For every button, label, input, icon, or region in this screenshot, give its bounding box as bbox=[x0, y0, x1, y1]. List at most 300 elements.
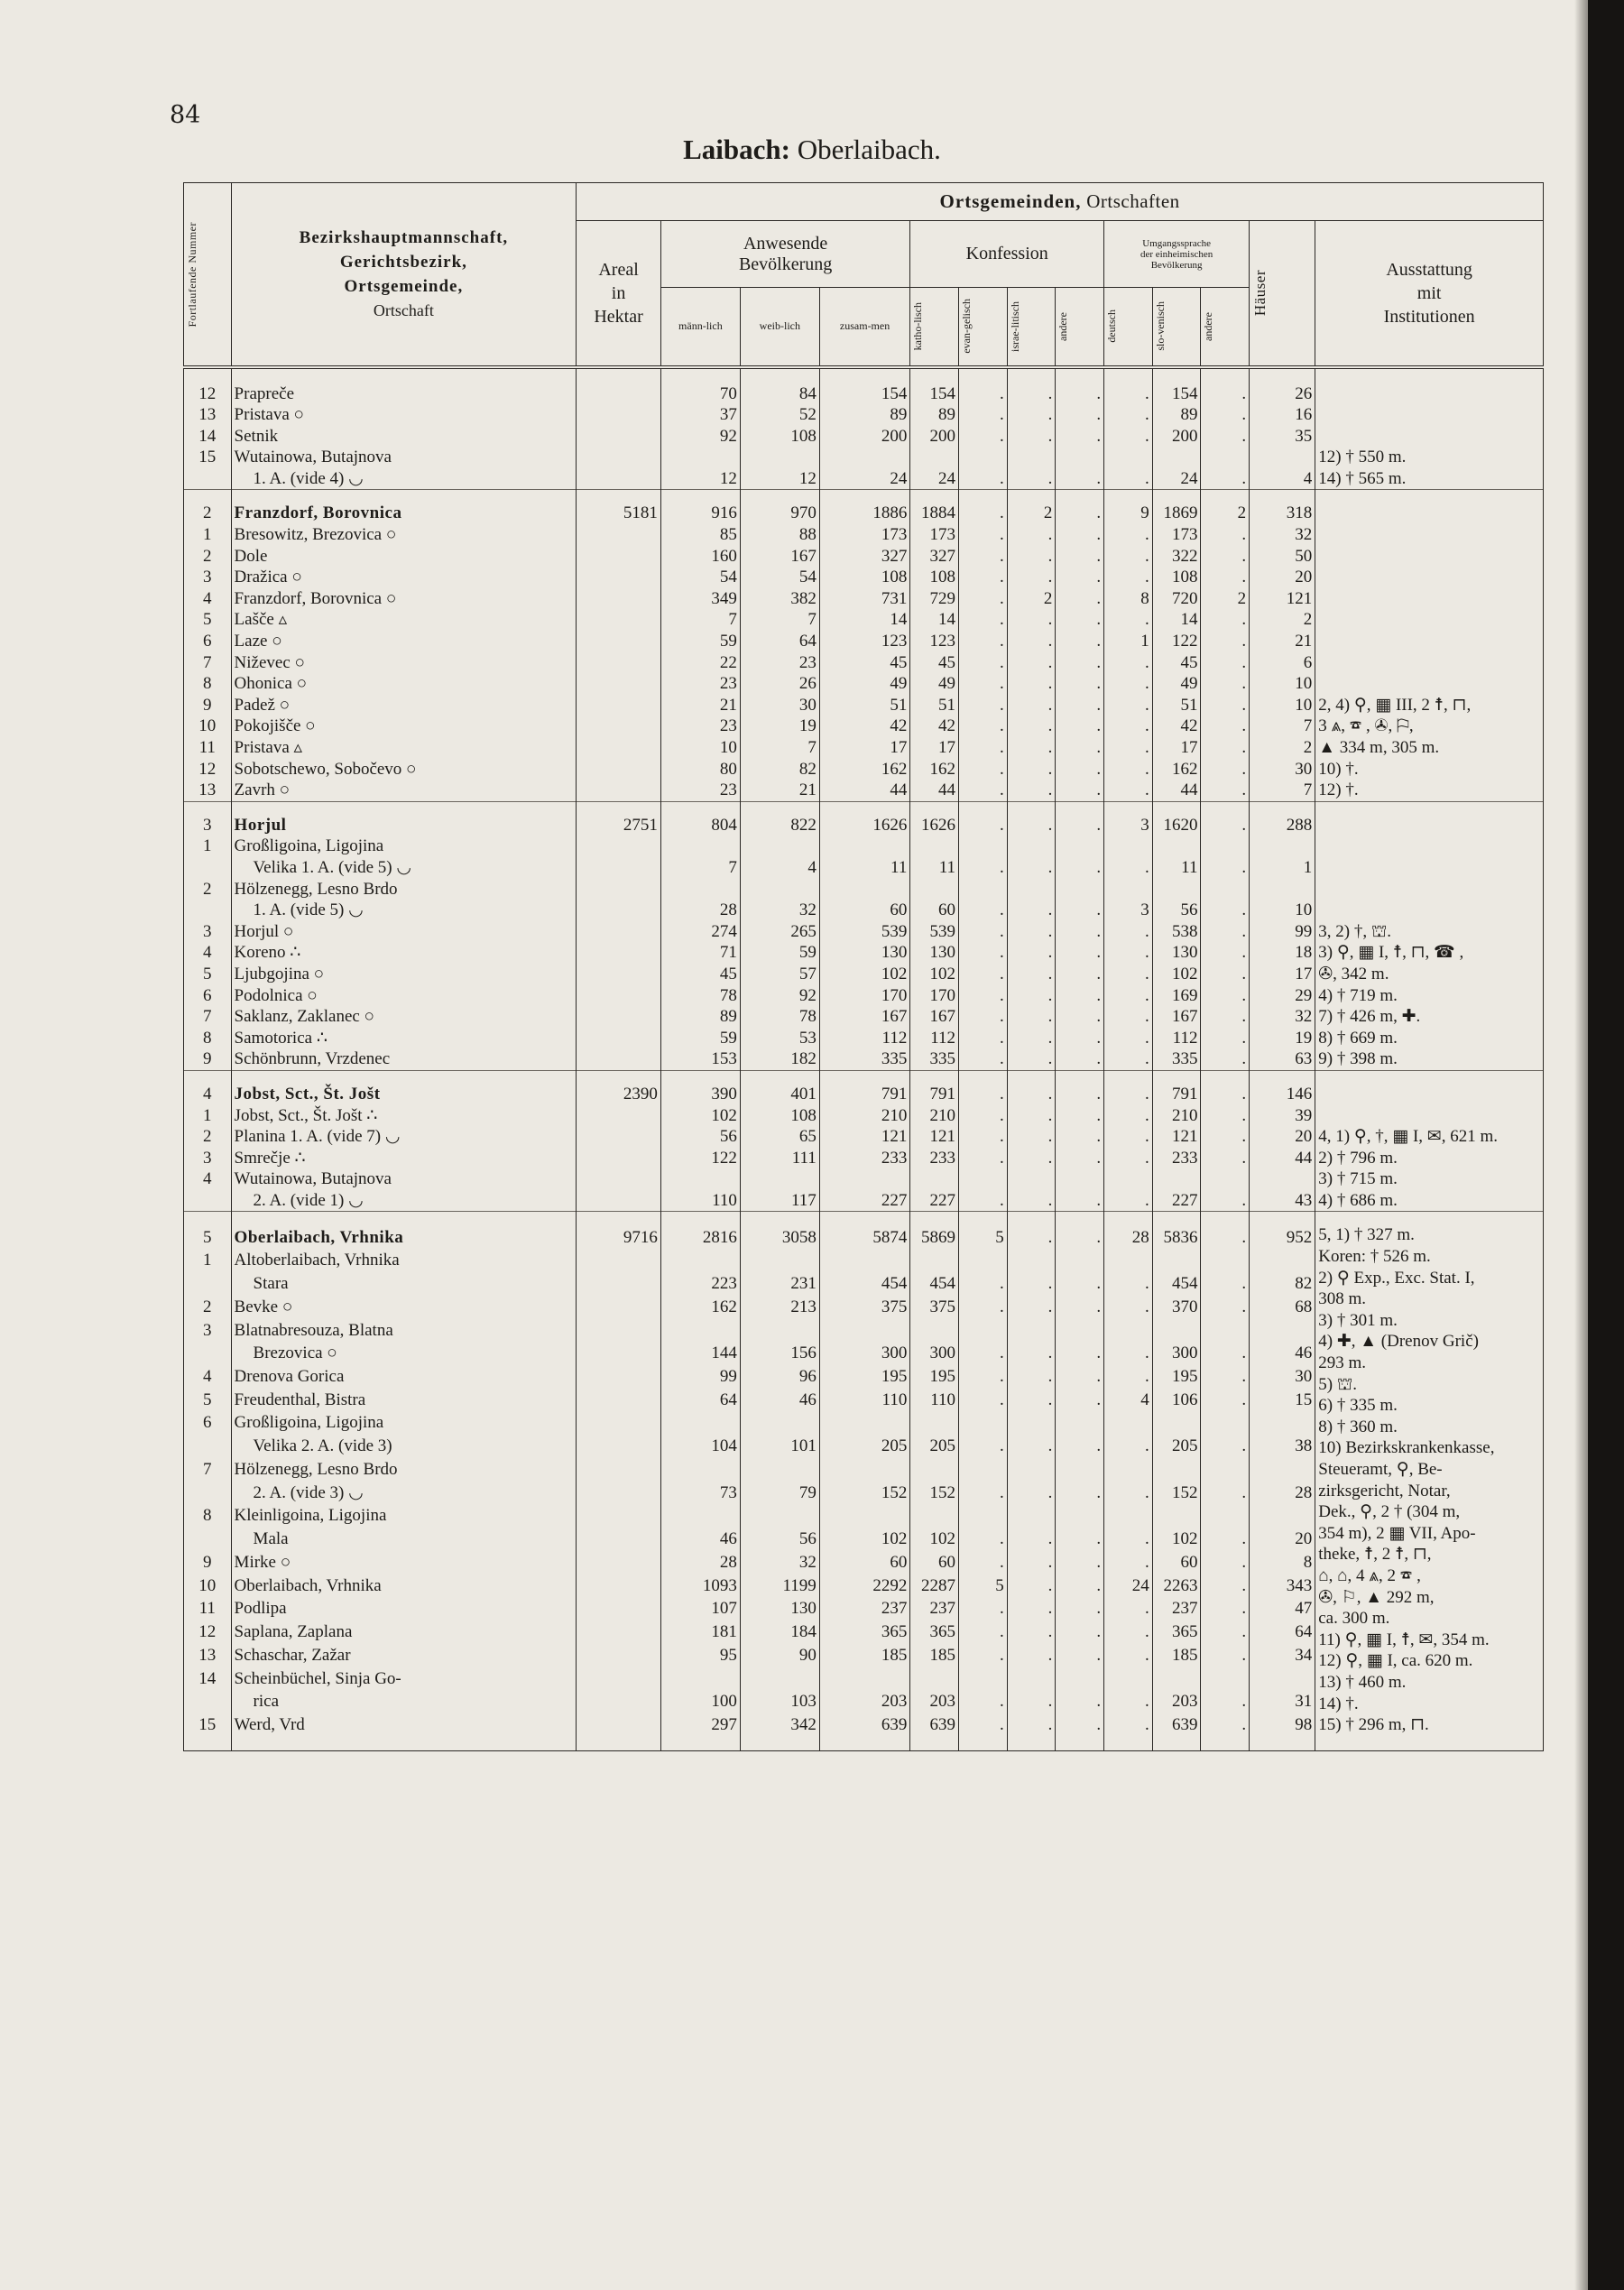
cell-evang: . bbox=[959, 1481, 1008, 1504]
cell-f: 970 bbox=[740, 503, 819, 524]
cell-la: . bbox=[1201, 1028, 1250, 1049]
cell-f: 92 bbox=[740, 985, 819, 1007]
cell-f: 213 bbox=[740, 1295, 819, 1318]
cell-f: 57 bbox=[740, 964, 819, 985]
cell-name: Franzdorf, Borovnica ○ bbox=[231, 588, 577, 610]
cell-and: . bbox=[1056, 921, 1104, 943]
cell-slo: 227 bbox=[1152, 1190, 1201, 1212]
spacer-row bbox=[184, 490, 1544, 503]
equipment-line: 5, 1) † 327 m. bbox=[1318, 1225, 1415, 1245]
cell-no bbox=[184, 900, 232, 921]
cell-and: . bbox=[1056, 588, 1104, 610]
cell-t: 154 bbox=[819, 383, 910, 405]
cell-isr: . bbox=[1007, 673, 1056, 695]
cell-no bbox=[184, 1271, 232, 1295]
cell-de: . bbox=[1104, 546, 1153, 568]
header-population: Anwesende Bevölkerung bbox=[660, 221, 909, 288]
cell-name: Franzdorf, Borovnica bbox=[231, 503, 577, 524]
cell-t: 327 bbox=[819, 546, 910, 568]
cell-m: 23 bbox=[660, 780, 740, 801]
cell-evang: . bbox=[959, 652, 1008, 674]
cell-no: 15 bbox=[184, 1713, 232, 1736]
cell-slo: 167 bbox=[1152, 1006, 1201, 1028]
cell-isr bbox=[1007, 836, 1056, 857]
cell-m: 110 bbox=[660, 1190, 740, 1212]
cell-isr: . bbox=[1007, 964, 1056, 985]
cell-f bbox=[740, 1457, 819, 1481]
cell-slo: 300 bbox=[1152, 1341, 1201, 1364]
cell-area bbox=[577, 567, 661, 588]
cell-no: 9 bbox=[184, 695, 232, 716]
cell-evang: . bbox=[959, 857, 1008, 879]
cell-h: 952 bbox=[1250, 1224, 1315, 1248]
cell-kath: 454 bbox=[910, 1271, 959, 1295]
cell-and: . bbox=[1056, 524, 1104, 546]
cell-la: . bbox=[1201, 964, 1250, 985]
cell-slo: 112 bbox=[1152, 1028, 1201, 1049]
cell-isr: . bbox=[1007, 1388, 1056, 1411]
header-equipment: Ausstattung mit Institutionen bbox=[1315, 221, 1544, 367]
cell-kath: 102 bbox=[910, 1527, 959, 1550]
table-row bbox=[184, 383, 1544, 405]
cell-la: . bbox=[1201, 942, 1250, 964]
cell-name: Blatnabresouza, Blatna bbox=[231, 1317, 577, 1341]
cell-name: Wutainowa, Butajnova bbox=[231, 1168, 577, 1190]
cell-area bbox=[577, 1048, 661, 1070]
cell-kath: 365 bbox=[910, 1620, 959, 1643]
cell-h: 146 bbox=[1250, 1084, 1315, 1105]
cell-isr: . bbox=[1007, 567, 1056, 588]
cell-f: 1199 bbox=[740, 1573, 819, 1596]
cell-h: 121 bbox=[1250, 588, 1315, 610]
equipment-line: 14) † 565 m. bbox=[1318, 468, 1407, 488]
cell-t: 60 bbox=[819, 1550, 910, 1574]
cell-isr: . bbox=[1007, 857, 1056, 879]
cell-evang: . bbox=[959, 588, 1008, 610]
cell-h: 10 bbox=[1250, 900, 1315, 921]
cell-m bbox=[660, 1168, 740, 1190]
cell-kath: 205 bbox=[910, 1434, 959, 1457]
cell-evang: . bbox=[959, 404, 1008, 426]
cell-de: . bbox=[1104, 921, 1153, 943]
cell-area bbox=[577, 1190, 661, 1212]
cell-evang bbox=[959, 1410, 1008, 1434]
population-table bbox=[183, 182, 1544, 1751]
cell-t: 454 bbox=[819, 1271, 910, 1295]
equipment-line: 8) † 669 m. bbox=[1318, 1028, 1398, 1048]
cell-h: 2 bbox=[1250, 737, 1315, 759]
cell-la bbox=[1201, 447, 1250, 468]
cell-and: . bbox=[1056, 1643, 1104, 1667]
cell-and: . bbox=[1056, 1271, 1104, 1295]
cell-slo bbox=[1152, 1410, 1201, 1434]
cell-de: . bbox=[1104, 1481, 1153, 1504]
cell-m: 274 bbox=[660, 921, 740, 943]
cell-slo: 14 bbox=[1152, 609, 1201, 631]
cell-slo: 45 bbox=[1152, 652, 1201, 674]
cell-isr: . bbox=[1007, 1689, 1056, 1713]
cell-kath: 227 bbox=[910, 1190, 959, 1212]
cell-slo: 185 bbox=[1152, 1643, 1201, 1667]
cell-area bbox=[577, 985, 661, 1007]
cell-h: 6 bbox=[1250, 652, 1315, 674]
cell-evang: . bbox=[959, 1643, 1008, 1667]
cell-no: 13 bbox=[184, 780, 232, 801]
cell-t: 11 bbox=[819, 857, 910, 879]
cell-f bbox=[740, 1248, 819, 1271]
cell-kath: 108 bbox=[910, 567, 959, 588]
equipment-line: 3, 2) †, ⛫. bbox=[1318, 921, 1392, 941]
cell-area bbox=[577, 1666, 661, 1689]
cell-slo: 154 bbox=[1152, 383, 1201, 405]
cell-name: Samotorica ∴ bbox=[231, 1028, 577, 1049]
cell-la: . bbox=[1201, 652, 1250, 674]
cell-la bbox=[1201, 1248, 1250, 1271]
cell-area bbox=[577, 631, 661, 652]
cell-t: 5874 bbox=[819, 1224, 910, 1248]
cell-kath bbox=[910, 1248, 959, 1271]
cell-isr: . bbox=[1007, 1028, 1056, 1049]
cell-m: 100 bbox=[660, 1689, 740, 1713]
cell-t: 200 bbox=[819, 426, 910, 448]
cell-t: 335 bbox=[819, 1048, 910, 1070]
cell-kath: 130 bbox=[910, 942, 959, 964]
cell-name: 1. A. (vide 4) ◡ bbox=[231, 468, 577, 490]
cell-and: . bbox=[1056, 567, 1104, 588]
cell-isr: . bbox=[1007, 524, 1056, 546]
cell-name: Velika 2. A. (vide 3) bbox=[231, 1434, 577, 1457]
cell-and: . bbox=[1056, 1190, 1104, 1212]
cell-isr: . bbox=[1007, 609, 1056, 631]
cell-h: 32 bbox=[1250, 524, 1315, 546]
cell-de: . bbox=[1104, 1550, 1153, 1574]
cell-slo: 102 bbox=[1152, 1527, 1201, 1550]
equipment-cell bbox=[1315, 1084, 1544, 1212]
equipment-line: 308 m. bbox=[1318, 1289, 1367, 1309]
cell-and bbox=[1056, 447, 1104, 468]
cell-la bbox=[1201, 1168, 1250, 1190]
cell-evang: . bbox=[959, 1006, 1008, 1028]
cell-area bbox=[577, 737, 661, 759]
cell-de bbox=[1104, 1503, 1153, 1527]
cell-f bbox=[740, 1666, 819, 1689]
cell-isr: . bbox=[1007, 1048, 1056, 1070]
cell-name: Ohonica ○ bbox=[231, 673, 577, 695]
cell-h: 19 bbox=[1250, 1028, 1315, 1049]
cell-area bbox=[577, 921, 661, 943]
cell-la: . bbox=[1201, 1105, 1250, 1127]
cell-t: 205 bbox=[819, 1434, 910, 1457]
cell-m bbox=[660, 879, 740, 900]
header-locality-line3: Ortsgemeinde, bbox=[344, 276, 464, 296]
cell-isr bbox=[1007, 1168, 1056, 1190]
cell-isr: . bbox=[1007, 1643, 1056, 1667]
cell-name: Laze ○ bbox=[231, 631, 577, 652]
cell-h: 35 bbox=[1250, 426, 1315, 448]
cell-f: 19 bbox=[740, 716, 819, 737]
cell-h bbox=[1250, 1248, 1315, 1271]
cell-m: 153 bbox=[660, 1048, 740, 1070]
cell-t: 210 bbox=[819, 1105, 910, 1127]
cell-de: . bbox=[1104, 1190, 1153, 1212]
cell-h: 50 bbox=[1250, 546, 1315, 568]
equipment-line: 3) ⚲, ▦ I, ☨, ⊓, ☎ , bbox=[1318, 943, 1464, 963]
cell-de: . bbox=[1104, 1713, 1153, 1736]
header-isr: israe-litisch bbox=[1007, 288, 1056, 367]
equipment-line: 12) † 550 m. bbox=[1318, 448, 1407, 467]
cell-evang: 5 bbox=[959, 1224, 1008, 1248]
cell-f bbox=[740, 1317, 819, 1341]
equipment-line: 3) † 715 m. bbox=[1318, 1169, 1398, 1189]
cell-m: 59 bbox=[660, 1028, 740, 1049]
page-number: 84 bbox=[170, 101, 201, 129]
cell-la: . bbox=[1201, 404, 1250, 426]
cell-isr: . bbox=[1007, 1596, 1056, 1620]
cell-isr: . bbox=[1007, 1224, 1056, 1248]
header-houses: Häuser bbox=[1250, 221, 1315, 367]
cell-m: 7 bbox=[660, 609, 740, 631]
cell-f: 342 bbox=[740, 1713, 819, 1736]
cell-kath: 17 bbox=[910, 737, 959, 759]
cell-isr bbox=[1007, 1317, 1056, 1341]
cell-h bbox=[1250, 1666, 1315, 1689]
cell-h: 343 bbox=[1250, 1573, 1315, 1596]
cell-la: . bbox=[1201, 609, 1250, 631]
cell-h bbox=[1250, 1317, 1315, 1341]
cell-m: 21 bbox=[660, 695, 740, 716]
cell-area bbox=[577, 1248, 661, 1271]
cell-m: 102 bbox=[660, 1105, 740, 1127]
cell-and: . bbox=[1056, 1550, 1104, 1574]
equipment-line: 2) ⚲ Exp., Exc. Stat. I, bbox=[1318, 1268, 1475, 1288]
cell-de: . bbox=[1104, 1364, 1153, 1388]
cell-kath: 185 bbox=[910, 1643, 959, 1667]
cell-f: 401 bbox=[740, 1084, 819, 1105]
cell-area bbox=[577, 695, 661, 716]
cell-kath: 195 bbox=[910, 1364, 959, 1388]
cell-no: 11 bbox=[184, 1596, 232, 1620]
cell-t bbox=[819, 836, 910, 857]
cell-area bbox=[577, 780, 661, 801]
cell-slo: 195 bbox=[1152, 1364, 1201, 1388]
cell-m: 349 bbox=[660, 588, 740, 610]
table-row bbox=[184, 503, 1544, 524]
cell-evang: . bbox=[959, 737, 1008, 759]
cell-name: Scheinbüchel, Sinja Go- bbox=[231, 1666, 577, 1689]
cell-f: 79 bbox=[740, 1481, 819, 1504]
cell-evang: . bbox=[959, 985, 1008, 1007]
cell-la: . bbox=[1201, 1224, 1250, 1248]
cell-isr: 2 bbox=[1007, 588, 1056, 610]
cell-name: Horjul bbox=[231, 815, 577, 836]
equipment-line: 4) ✚, ▲ (Drenov Grič) bbox=[1318, 1332, 1479, 1352]
cell-t bbox=[819, 1503, 910, 1527]
cell-h: 63 bbox=[1250, 1048, 1315, 1070]
header-locality-line2: Gerichtsbezirk, bbox=[339, 252, 467, 272]
cell-de: . bbox=[1104, 1434, 1153, 1457]
cell-evang: . bbox=[959, 1028, 1008, 1049]
cell-la: . bbox=[1201, 546, 1250, 568]
cell-and: . bbox=[1056, 1224, 1104, 1248]
cell-and: . bbox=[1056, 857, 1104, 879]
cell-area bbox=[577, 1317, 661, 1341]
cell-no bbox=[184, 1527, 232, 1550]
cell-evang: . bbox=[959, 1388, 1008, 1411]
cell-no: 1 bbox=[184, 836, 232, 857]
header-running-number: Fortlaufende Nummer bbox=[184, 183, 232, 367]
cell-f: 59 bbox=[740, 942, 819, 964]
cell-la: . bbox=[1201, 383, 1250, 405]
cell-m bbox=[660, 1457, 740, 1481]
cell-name: Padež ○ bbox=[231, 695, 577, 716]
cell-and bbox=[1056, 1666, 1104, 1689]
cell-m: 46 bbox=[660, 1527, 740, 1550]
cell-isr: . bbox=[1007, 546, 1056, 568]
cell-h: 46 bbox=[1250, 1341, 1315, 1364]
cell-name: Pokojišče ○ bbox=[231, 716, 577, 737]
equipment-line: 13) † 460 m. bbox=[1318, 1672, 1407, 1692]
cell-t: 44 bbox=[819, 780, 910, 801]
cell-f: 90 bbox=[740, 1643, 819, 1667]
cell-t: 51 bbox=[819, 695, 910, 716]
cell-la bbox=[1201, 1410, 1250, 1434]
cell-m: 162 bbox=[660, 1295, 740, 1318]
cell-isr bbox=[1007, 1457, 1056, 1481]
cell-de: . bbox=[1104, 1048, 1153, 1070]
cell-kath: 375 bbox=[910, 1295, 959, 1318]
cell-de: . bbox=[1104, 567, 1153, 588]
cell-h: 44 bbox=[1250, 1148, 1315, 1169]
cell-m: 45 bbox=[660, 964, 740, 985]
cell-no: 12 bbox=[184, 1620, 232, 1643]
cell-f: 231 bbox=[740, 1271, 819, 1295]
cell-kath: 49 bbox=[910, 673, 959, 695]
cell-name: 2. A. (vide 3) ◡ bbox=[231, 1481, 577, 1504]
cell-area bbox=[577, 609, 661, 631]
cell-evang: . bbox=[959, 503, 1008, 524]
cell-la bbox=[1201, 1457, 1250, 1481]
cell-la bbox=[1201, 1666, 1250, 1689]
cell-t bbox=[819, 1317, 910, 1341]
cell-la: . bbox=[1201, 1527, 1250, 1550]
cell-de: . bbox=[1104, 524, 1153, 546]
cell-slo: 203 bbox=[1152, 1689, 1201, 1713]
cell-name: Dole bbox=[231, 546, 577, 568]
cell-t: 173 bbox=[819, 524, 910, 546]
cell-kath: 791 bbox=[910, 1084, 959, 1105]
cell-kath bbox=[910, 836, 959, 857]
cell-la: . bbox=[1201, 1643, 1250, 1667]
cell-no: 4 bbox=[184, 942, 232, 964]
cell-la: . bbox=[1201, 468, 1250, 490]
cell-area bbox=[577, 1105, 661, 1127]
cell-no: 7 bbox=[184, 652, 232, 674]
cell-h: 10 bbox=[1250, 673, 1315, 695]
cell-area bbox=[577, 546, 661, 568]
cell-t: 233 bbox=[819, 1148, 910, 1169]
cell-isr: . bbox=[1007, 695, 1056, 716]
cell-isr bbox=[1007, 1410, 1056, 1434]
header-female: weib-lich bbox=[740, 288, 819, 367]
equipment-line: ⌂, ⌂, 4 ⩓, 2 ☎ , bbox=[1318, 1565, 1421, 1585]
cell-m: 12 bbox=[660, 468, 740, 490]
cell-slo: 152 bbox=[1152, 1481, 1201, 1504]
table-body bbox=[184, 367, 1544, 1751]
cell-and: . bbox=[1056, 1481, 1104, 1504]
cell-m: 95 bbox=[660, 1643, 740, 1667]
equipment-line: 5) ⛫. bbox=[1318, 1374, 1358, 1394]
cell-and: . bbox=[1056, 1434, 1104, 1457]
cell-f: 4 bbox=[740, 857, 819, 879]
spacer-row bbox=[184, 1070, 1544, 1084]
spacer-row bbox=[184, 1736, 1544, 1751]
cell-area bbox=[577, 1527, 661, 1550]
cell-name: Hölzenegg, Lesno Brdo bbox=[231, 879, 577, 900]
cell-evang: . bbox=[959, 1295, 1008, 1318]
equipment-line: 15) † 296 m, ⊓. bbox=[1318, 1715, 1429, 1735]
cell-f bbox=[740, 836, 819, 857]
equipment-line: 4, 1) ⚲, †, ▦ I, ✉, 621 m. bbox=[1318, 1127, 1498, 1147]
cell-m bbox=[660, 447, 740, 468]
cell-slo: 56 bbox=[1152, 900, 1201, 921]
cell-slo: 102 bbox=[1152, 964, 1201, 985]
cell-la: . bbox=[1201, 900, 1250, 921]
cell-isr: . bbox=[1007, 1434, 1056, 1457]
cell-de: . bbox=[1104, 1643, 1153, 1667]
cell-no bbox=[184, 1190, 232, 1212]
cell-kath: 110 bbox=[910, 1388, 959, 1411]
cell-isr: . bbox=[1007, 737, 1056, 759]
cell-kath: 233 bbox=[910, 1148, 959, 1169]
cell-slo: 2263 bbox=[1152, 1573, 1201, 1596]
cell-isr: . bbox=[1007, 1006, 1056, 1028]
cell-slo: 639 bbox=[1152, 1713, 1201, 1736]
cell-no: 10 bbox=[184, 716, 232, 737]
cell-name: Zavrh ○ bbox=[231, 780, 577, 801]
cell-no: 3 bbox=[184, 815, 232, 836]
cell-m: 89 bbox=[660, 1006, 740, 1028]
cell-kath bbox=[910, 1317, 959, 1341]
equipment-line: ✇, 342 m. bbox=[1318, 964, 1389, 983]
cell-slo bbox=[1152, 1503, 1201, 1527]
cell-slo: 173 bbox=[1152, 524, 1201, 546]
cell-area bbox=[577, 524, 661, 546]
cell-m: 144 bbox=[660, 1341, 740, 1364]
cell-evang bbox=[959, 1168, 1008, 1190]
cell-t: 375 bbox=[819, 1295, 910, 1318]
cell-isr: . bbox=[1007, 900, 1056, 921]
cell-name: 1. A. (vide 5) ◡ bbox=[231, 900, 577, 921]
cell-f: 167 bbox=[740, 546, 819, 568]
cell-la: . bbox=[1201, 1434, 1250, 1457]
cell-f: 26 bbox=[740, 673, 819, 695]
cell-f: 78 bbox=[740, 1006, 819, 1028]
cell-name: Bevke ○ bbox=[231, 1295, 577, 1318]
cell-h: 68 bbox=[1250, 1295, 1315, 1318]
cell-no: 12 bbox=[184, 759, 232, 780]
cell-f: 96 bbox=[740, 1364, 819, 1388]
cell-evang: . bbox=[959, 942, 1008, 964]
cell-kath: 152 bbox=[910, 1481, 959, 1504]
cell-and: . bbox=[1056, 1084, 1104, 1105]
cell-m: 28 bbox=[660, 1550, 740, 1574]
cell-kath: 1884 bbox=[910, 503, 959, 524]
cell-slo bbox=[1152, 1666, 1201, 1689]
cell-h: 64 bbox=[1250, 1620, 1315, 1643]
cell-and: . bbox=[1056, 1573, 1104, 1596]
cell-kath: 42 bbox=[910, 716, 959, 737]
cell-f: 3058 bbox=[740, 1224, 819, 1248]
